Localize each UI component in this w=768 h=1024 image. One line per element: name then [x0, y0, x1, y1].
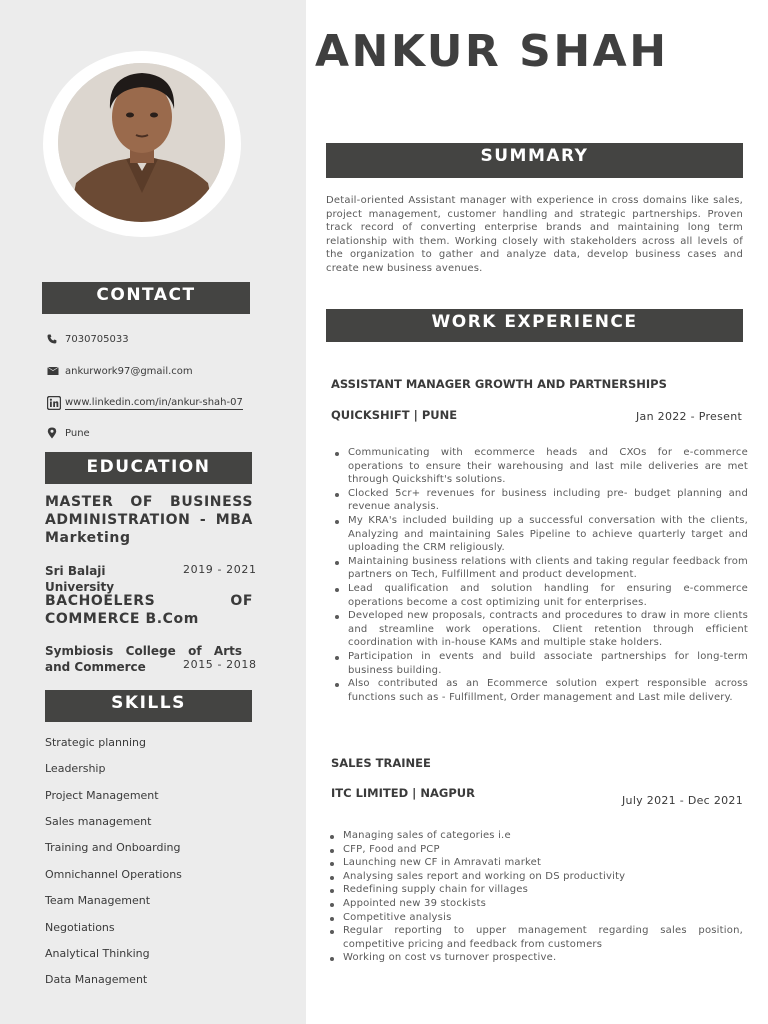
skill-item: Omnichannel Operations [45, 868, 182, 881]
job-title: ASSISTANT MANAGER GROWTH AND PARTNERSHIPS [331, 377, 667, 391]
linkedin-link[interactable]: www.linkedin.com/in/ankur-shah-07 [65, 396, 243, 408]
phone-number: 7030705033 [65, 333, 129, 345]
location-pin-icon [47, 425, 65, 441]
job-dates: July 2021 - Dec 2021 [622, 794, 744, 807]
list-item: Communicating with ecommerce heads and CXOs for e-commerce operations to ensure their warehousing and last mile deliveries are met through Quickshift's solutions. [348, 447, 748, 486]
job-company: QUICKSHIFT | PUNE [331, 408, 458, 422]
skill-item: Leadership [45, 762, 106, 775]
list-item: Maintaining business relations with clients and taking regular feedback from partners on Tech, Fulfillment and product development. [348, 555, 748, 581]
education-heading: EDUCATION [45, 452, 252, 484]
job-title: SALES TRAINEE [331, 756, 431, 770]
list-item: Clocked 5cr+ revenues for business including pre- budget planning and revenue analysis. [348, 487, 748, 513]
list-item: Redefining supply chain for villages [343, 883, 743, 897]
contact-phone-row [47, 331, 129, 347]
education-school: Symbiosis College of Arts and Commerce [45, 644, 242, 674]
skill-item: Project Management [45, 789, 159, 802]
candidate-name: ANKUR SHAH [315, 26, 669, 77]
education-degree: MASTER OF BUSINESS ADMINISTRATION - MBA Marketing [45, 494, 253, 546]
linkedin-icon [47, 395, 65, 411]
list-item: Competitive analysis [343, 911, 743, 925]
job-responsibilities [343, 829, 743, 965]
job-dates: Jan 2022 - Present [636, 410, 743, 423]
list-item: Also contributed as an Ecommerce solution expert responsible across functions such as - Fulfillment, Order management and Last mile delivery. [348, 678, 748, 703]
location-text: Pune [65, 427, 90, 439]
contact-location-row [47, 425, 90, 441]
email-icon [47, 363, 65, 379]
list-item: Developed new proposals, contracts and procedures to draw in more clients and streamline work operations. Client retention through efficient coordination with in-house KAMs and multiple stake holders. [348, 610, 748, 649]
contact-heading: CONTACT [42, 282, 250, 314]
skill-item: Team Management [45, 894, 151, 907]
list-item: Analysing sales report and working on DS productivity [343, 870, 743, 884]
education-years: 2019 - 2021 [183, 563, 257, 576]
summary-text: Detail-oriented Assistant manager with experience in cross domains like sales, project management, customer handling and strategic partnerships. Proven track record of converting enterprise brands and maintaining long term relationship with them. Working closely with stakeholders across all levels of the organization to gather and analyze data, develop business cases and create new business avenues. [326, 195, 743, 274]
list-item: My KRA's included building up a successful conversation with the clients, Analyzing and maintaining Sales Pipeline to achieve quarterly target and uploading the CRM religiously. [348, 514, 748, 554]
skills-heading: SKILLS [45, 690, 252, 722]
skill-item: Strategic planning [45, 736, 146, 749]
list-item: Regular reporting to upper management regarding sales position, competitive pricing and feedback from customers [343, 925, 743, 950]
list-item: Appointed new 39 stockists [343, 897, 743, 911]
phone-icon [47, 331, 65, 347]
contact-email-row [47, 363, 193, 379]
list-item: Managing sales of categories i.e [343, 829, 743, 843]
list-item: Participation in events and build associate partnerships for long-term business building. [348, 650, 748, 676]
education-school: Sri Balaji University [45, 564, 115, 594]
job-company: ITC LIMITED | NAGPUR [331, 786, 475, 800]
skill-item: Training and Onboarding [45, 841, 181, 854]
education-years: 2015 - 2018 [183, 658, 257, 671]
skill-item: Analytical Thinking [45, 947, 150, 960]
summary-heading: SUMMARY [326, 143, 743, 178]
job-responsibilities [348, 446, 748, 704]
contact-linkedin-row [47, 395, 243, 411]
skill-item: Negotiations [45, 921, 115, 934]
list-item: Launching new CF in Amravati market [343, 856, 743, 870]
list-item: CFP, Food and PCP [343, 843, 743, 857]
skill-item: Data Management [45, 973, 148, 986]
list-item: Lead qualification and solution handling for ensuring e-commerce operations become a cost optimizing unit for enterprises. [348, 582, 748, 608]
skill-item: Sales management [45, 815, 152, 828]
education-degree: BACHOELERS OF COMMERCE B.Com [45, 593, 253, 627]
left-sidebar [0, 0, 306, 1024]
email-link[interactable]: ankurwork97@gmail.com [65, 365, 193, 377]
profile-photo [58, 63, 225, 222]
person-photo-icon [58, 63, 225, 222]
list-item: Working on cost vs turnover prospective. [343, 951, 743, 965]
work-experience-heading: WORK EXPERIENCE [326, 309, 743, 342]
